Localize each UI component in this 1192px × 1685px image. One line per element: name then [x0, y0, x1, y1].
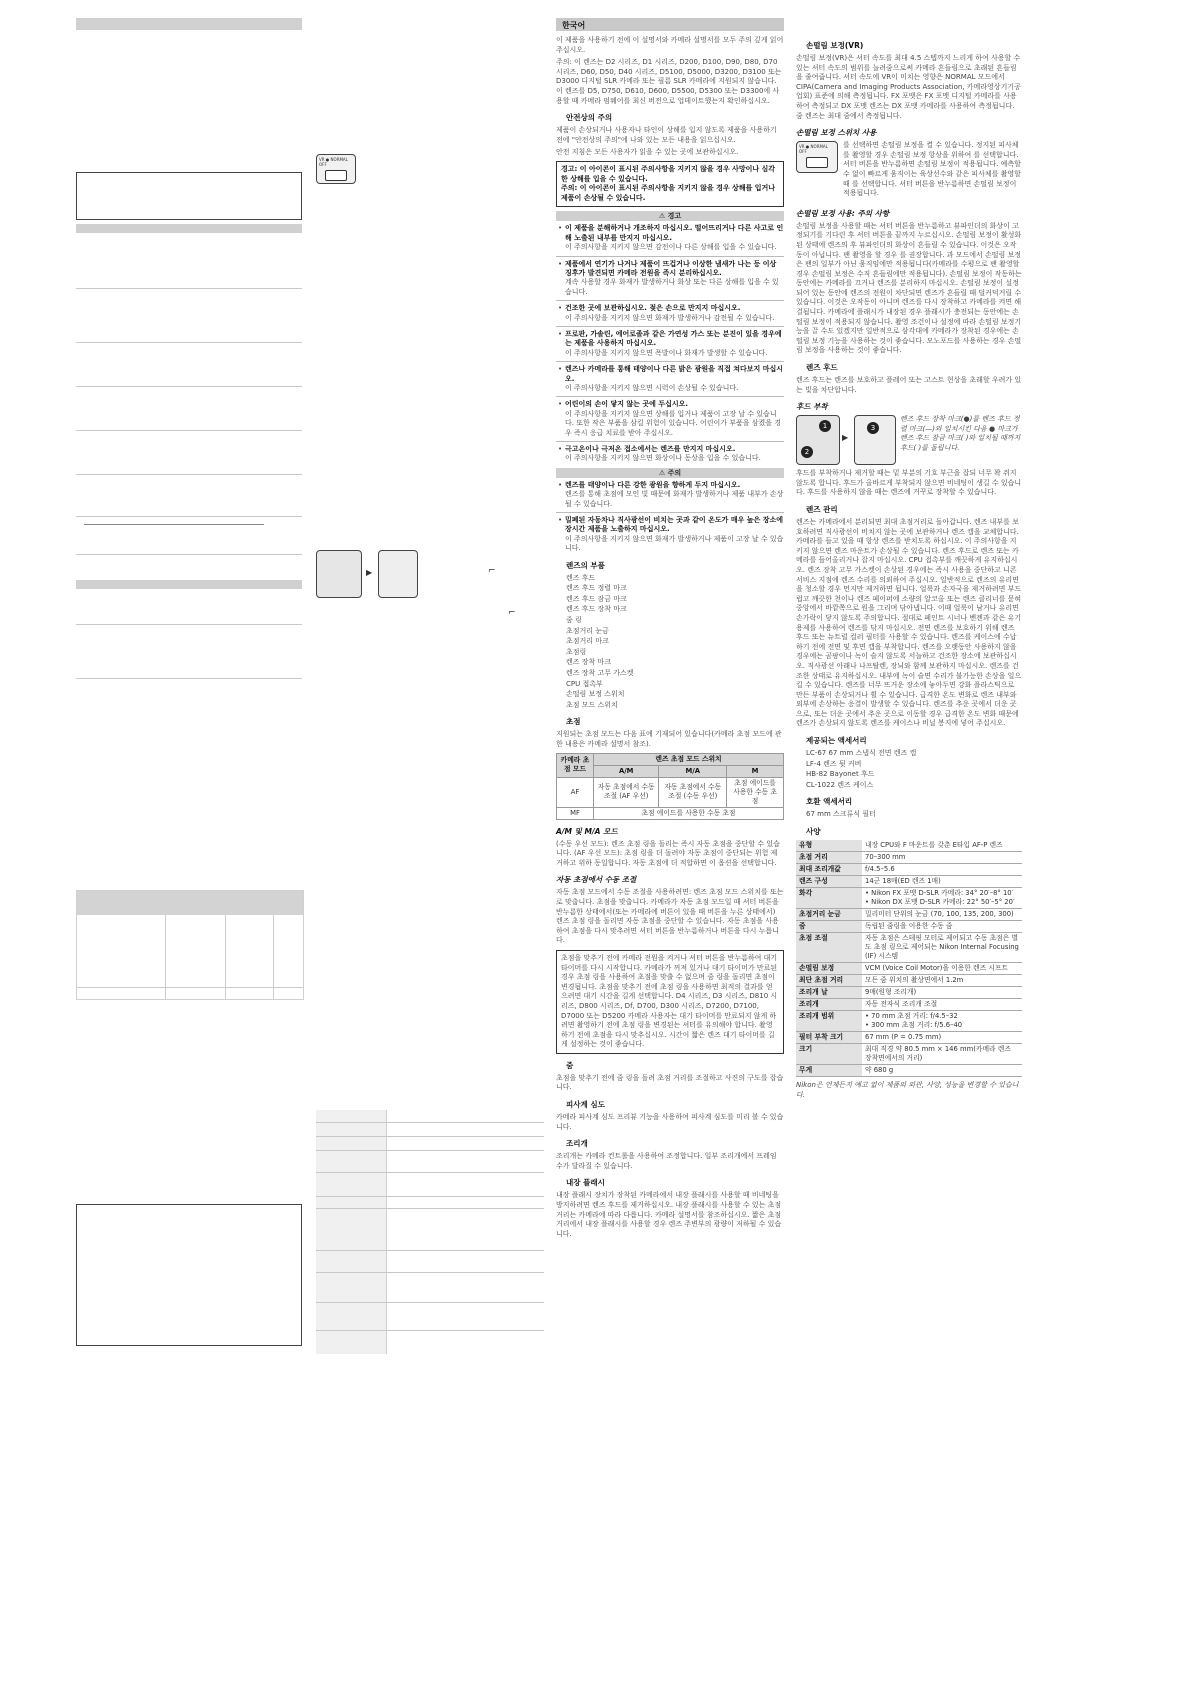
table-cell: 초점 에이드를 사용한 수동 초점	[593, 807, 783, 819]
spec-key: 초점 조절	[796, 933, 862, 963]
faded-spec-table	[316, 1110, 544, 1354]
manual-override-text: 자동 초점 모드에서 수동 조절을 사용하려면: 렌즈 초점 모드 스위치를 또는 로 맞춥니다. 초점을 맞춥니다. 카메라가 자동 초점 모드일 때 셔터 버튼을 반누름한 상태에서(또는 카메라에 버튼이 있을 때 버튼을 누른 상태에서) 렌즈 초점 링을 돌리면 자동 초점을 중단할 수 있습니다. 자동 초점을 사용하여 초점을 다시 맞추려면 셔터 버튼을 반누름하거나 버튼을 다시 누릅니다.	[556, 888, 784, 945]
hood-illustration-faded: ▶	[316, 550, 420, 598]
faded-caution-bar	[76, 580, 302, 589]
part-item: 렌즈 후드 장착 마크	[566, 605, 627, 614]
spec-key: 줌	[796, 921, 862, 933]
warning-bar: ⚠ 경고	[556, 211, 784, 221]
manual-override-heading: 자동 초점에서 수동 조절	[556, 875, 637, 885]
spec-value: 자동 초점은 스테핑 모터로 제어되고 수동 초점은 별도 초점 링으로 제어되는 Nikon Internal Focusing (IF) 시스템	[862, 933, 1022, 963]
am-ma-text: (수동 우선 모드): 렌즈 초점 링을 돌리는 즉시 자동 초점을 중단할 수 있습니다. (AF 우선 모드): 초점 링을 더 돌려야 자동 초점이 중단되는 위험 제거하고 위하 동일합니다. 자동 초점에 더 적합하면 이 옵션을 선택합니다.	[556, 839, 780, 867]
vr-switch-label: VR ● NORMAL OFF	[319, 157, 348, 167]
table-col-header: A/M	[593, 765, 658, 777]
vr-switch-icon	[796, 141, 838, 173]
flash-heading: 내장 플래시	[566, 1178, 605, 1188]
aperture-text: 조리개는 카메라 컨트롤을 사용하여 조정합니다. 일부 조리개에서 프레임 수가 달라질 수 있습니다.	[556, 1152, 777, 1170]
warning-item: • 건조한 곳에 보관하십시오. 젖은 손으로 만지지 마십시오. 이 주의사항을 지키지 않으면 화재가 발생하거나 감전될 수 있습니다.	[556, 304, 784, 323]
dof-text: 카메라 피사계 심도 프리뷰 기능을 사용하여 피사계 심도를 미리 볼 수 있습니다.	[556, 1113, 784, 1131]
hood-illustration	[796, 415, 896, 465]
spec-row	[796, 921, 1022, 933]
accessories-heading: 제공되는 액세서리	[806, 736, 867, 746]
arrow-right-icon: ▶	[842, 433, 849, 443]
hood-text-2: 후드를 부착하거나 제거할 때는 밑 부분의 기호 부근을 잡되 너무 꽉 쥐지 않도록 합니다. 후드가 올바르게 부착되지 않으면 비네팅이 생길 수 있습니다. 후드를 사용하지 않을 때는 렌즈에 거꾸로 장착할 수 있습니다.	[796, 469, 1022, 497]
faded-section-bar	[76, 18, 302, 30]
faded-left-column	[76, 18, 302, 1348]
faded-middle-column: VR ● NORMAL OFF ▶ ⌐ ⌐	[316, 150, 544, 1360]
spec-key: 조리개	[796, 999, 862, 1011]
accessory-item: LC-67 67 mm 스냅식 전면 렌즈 캡	[806, 749, 917, 758]
focus-text: 지원되는 초점 모드는 다음 표에 기재되어 있습니다(카메라 초점 모드에 관한 내용은 카메라 설명서 참조).	[556, 730, 782, 748]
faded-focus-table	[76, 890, 304, 1000]
vr-switch-text: 를 선택하면 손떨림 보정을 켤 수 있습니다. 정지된 피사체를 촬영할 경우 손떨림 보정 항상을 위하여 를 선택합니다. 셔터 버튼을 반누름하면 손떨림 보정이 적용됩니다. 예측할 수 없이 빠르게 움직이는 육상선수와 같은 피사체를 촬영할 때 를 선택합니다. 셔터 버튼을 반누름하면 손떨림 보정이 적용됩니다.	[843, 141, 1021, 198]
section-title: 한국어	[562, 21, 586, 30]
compatible-item: 67 mm 스크류식 필터	[806, 810, 876, 819]
spec-value: 14군 18매(ED 렌즈 1매)	[862, 876, 1022, 888]
spec-value: 9매(원형 조리개)	[862, 987, 1022, 999]
standby-note-box	[556, 950, 784, 1054]
spec-row	[796, 999, 1022, 1011]
spec-key: 초점 거리	[796, 852, 862, 864]
spec-row	[796, 876, 1022, 888]
hood-attach-block	[796, 415, 1022, 465]
spec-value: 자동 전자식 조리개 조절	[862, 999, 1022, 1011]
caution-item: • 렌즈를 태양이나 다른 강한 광원을 향하게 두지 마십시오. 렌즈를 통해 초점에 모인 빛 때문에 화재가 발생하거나 제품 내부가 손상될 수 있습니다.	[556, 481, 784, 509]
step-3-marker: 3	[867, 422, 879, 434]
spec-row	[796, 963, 1022, 975]
vr-switch-heading: 손떨림 보정 스위치 사용	[796, 128, 877, 138]
spec-heading: 사양	[806, 827, 821, 837]
parts-heading: 렌즈의 부품	[566, 560, 605, 570]
spec-value: 내장 CPU와 F 마운트를 갖춘 E타입 AF-P 렌즈	[862, 840, 1022, 852]
am-ma-heading: A/M 및 M/A 모드	[556, 826, 618, 836]
table-corner: 카메라 초점 모드	[557, 753, 594, 777]
spec-row	[796, 852, 1022, 864]
spec-key: 조리개 날	[796, 987, 862, 999]
table-cell: 자동 초점에서 수동 조절 (수동 우선)	[659, 777, 727, 807]
compatibility-note: 주의: 이 렌즈는 D2 시리즈, D1 시리즈, D200, D100, D90, D80, D70 시리즈, D60, D50, D40 시리즈, D5100, D5000, D3200, D3100 또는 D3000 디지털 SLR 카메라 또는 필름 SLR 카메라에 지원되지 않습니다. 이 렌즈를 D5, D750, D610, D600, D5500, D5300 또는 D3300에 사용할 때 카메라 펌웨어를 최신 버전으로 업데이트했는지 확인하십시오.	[556, 58, 782, 105]
table-group-header: 렌즈 초점 모드 스위치	[593, 753, 783, 765]
warning-legend: 경고: 이 아이콘이 표시된 주의사항을 지키지 않을 경우 사망이나 심각한 상해를 입을 수 있습니다.	[561, 164, 776, 183]
spec-value: • 70 mm 초점 거리: f/4.5–32 • 300 mm 초점 거리: f/5.6–40	[862, 1011, 1022, 1032]
safety-heading: 안전상의 주의	[566, 113, 613, 123]
table-col-header: M/A	[659, 765, 727, 777]
korean-column	[556, 18, 784, 1242]
part-item: 렌즈 장착 고무 가스켓	[566, 669, 634, 678]
spec-key: 무게	[796, 1065, 862, 1077]
vr-switch-illustration	[316, 154, 356, 184]
spec-row	[796, 975, 1022, 987]
spec-value: 독립된 줌링을 이용한 수동 줌	[862, 921, 1022, 933]
warning-item: • 극고온이나 극저온 접소에서는 렌즈를 만지지 마십시오. 이 주의사항을 지키지 않으면 화상이나 동상을 입을 수 있습니다.	[556, 445, 784, 464]
korean-right-column	[796, 40, 1022, 1103]
hood-heading: 렌즈 후드	[806, 363, 838, 373]
accessory-item: LF-4 렌즈 뒷 커버	[806, 759, 862, 768]
spec-table	[796, 840, 1022, 1077]
row-mode: MF	[557, 807, 594, 819]
spec-key: 초점거리 눈금	[796, 909, 862, 921]
zoom-text: 초점을 맞추기 전에 줌 링을 돌려 초점 거리를 조절하고 사진의 구도를 잡습니다.	[556, 1073, 784, 1092]
caution-legend: 주의: 이 아이콘이 표시된 주의사항을 지키지 않을 경우 상해를 입거나 제품이 손상될 수 있습니다.	[561, 184, 776, 202]
warning-item: • 이 제품을 분해하거나 개조하지 마십시오. 떨어뜨리거나 다른 사고로 인해 노출된 내부를 만지지 마십시오. 이 주의사항을 지키지 않으면 감전이나 다른 상해를 입을 수 있습니다.	[556, 224, 784, 252]
focus-mode-table	[556, 753, 784, 820]
part-item: 초점거리 눈금	[566, 626, 609, 635]
warning-item: • 어린이의 손이 닿지 않는 곳에 두십시오. 이 주의사항을 지키지 않으면 상해를 입거나 제품이 고장 날 수 있습니다. 또한 작은 부품을 삼킬 위험이 있습니다. 어린이가 부품을 삼켰을 경우 즉시 응급 치료를 받아 주십시오.	[556, 400, 784, 438]
focus-heading: 초점	[566, 717, 581, 727]
part-item: 초점 모드 스위치	[566, 700, 618, 709]
table-row	[557, 807, 784, 819]
step-1-marker: 1	[819, 420, 831, 432]
vr-switch-right-label: VR ● NORMAL OFF	[799, 144, 828, 155]
warning-item: • 제품에서 연기가 나거나 제품이 뜨겁거나 이상한 냄새가 나는 등 이상 징후가 발견되면 카메라 전원을 즉시 분리하십시오. 계속 사용할 경우 화재가 발생하거나 화상 또는 다른 상해를 입을 수 있습니다.	[556, 260, 784, 298]
spec-key: 최단 초점 거리	[796, 975, 862, 987]
spec-row	[796, 840, 1022, 852]
accessory-item: CL-1022 렌즈 케이스	[806, 780, 874, 789]
step-2-marker: 2	[801, 446, 813, 458]
part-item: CPU 접촉부	[566, 679, 603, 688]
spec-key: 화각	[796, 888, 862, 909]
caution-bar: ⚠ 주의	[556, 468, 784, 478]
warning-item: • 렌즈나 카메라를 통해 태양이나 다른 밝은 광원을 직접 쳐다보지 마십시오. 이 주의사항을 지키지 않으면 시력이 손상될 수 있습니다.	[556, 365, 784, 393]
spec-value: 최대 직경 약 80.5 mm × 146 mm(카메라 렌즈 장착면에서의 거리)	[862, 1044, 1022, 1065]
warning-legend-box	[556, 161, 784, 207]
part-item: 손떨림 보정 스위치	[566, 690, 625, 699]
spec-value: • Nikon FX 포맷 D-SLR 카메라: 34° 20′–8° 10′ • Nikon DX 포맷 D-SLR 카메라: 22° 50′–5° 20′	[862, 888, 1022, 909]
spec-row	[796, 1032, 1022, 1044]
spec-key: 렌즈 구성	[796, 876, 862, 888]
caution-list	[556, 481, 784, 554]
vr-notes-text: 손떨림 보정을 사용할 때는 셔터 버튼을 반누름하고 뷰파인더의 화상이 고정되기를 기다린 후 셔터 버튼을 끝까지 누르십시오. 손떨림 보정이 활성화된 상태에 렌즈의 후 뷰파인더의 화상이 흔들릴 수 있습니다. 이것은 오작동이 아닙니다. 팬 촬영을 할 경우 를 권장합니다. 과 모드에서 손떨림 보정은 팬의 일부가 아닌 움직임에만 적용됩니다(카메라를 수평으로 팬 촬영할 경우 손떨림 보정은 수직 흔들림에만 적용됩니다). 손떨림 보정이 작동하는 동안에는 카메라를 끄거나 렌즈를 분리하지 마십시오. 손떨림 보정이 설정되어 있는 동안에 렌즈의 전원이 차단되면 렌즈가 흔들릴 때 덜커덕거릴 수 있습니다. 이것은 오작동이 아니며 렌즈를 다시 장착하고 카메라를 켜면 해결됩니다. 카메라에 플래시가 내장된 경우 플래시가 충전되는 동안에는 손떨림 보정이 적용되지 않습니다. 촬영 조건이나 설정에 따라 손떨림 보정기능을 끌 수도 있겠지만 일반적으로 삼각대에 카메라가 장착된 경우에는 손떨림 보정 기능을 사용하는 것이 좋습니다. 모노포드를 사용하는 경우 손떨림 보정을 사용하는 것이 좋습니다.	[796, 221, 1022, 355]
spec-row	[796, 1044, 1022, 1065]
spec-key: 크기	[796, 1044, 862, 1065]
care-heading: 렌즈 관리	[806, 505, 838, 514]
spec-row	[796, 888, 1022, 909]
spec-value: 약 680 g	[862, 1065, 1022, 1077]
warning-item: • 프로판, 가솔린, 에어로졸과 같은 가연성 가스 또는 분진이 있을 경우에는 제품을 사용하지 마십시오. 이 주의사항을 지키지 않으면 폭발이나 화재가 발생할 수 있습니다.	[556, 330, 784, 358]
compatible-heading: 호환 액세서리	[806, 797, 853, 807]
section-bar	[556, 18, 784, 31]
spec-row	[796, 933, 1022, 963]
spec-key: 조리개 범위	[796, 1011, 862, 1032]
spec-row	[796, 1011, 1022, 1032]
spec-value: 밀리미터 단위의 눈금 (70, 100, 135, 200, 300)	[862, 909, 1022, 921]
spec-key: 필터 부착 크기	[796, 1032, 862, 1044]
accessory-item: HB-82 Bayonet 후드	[806, 770, 875, 779]
care-text: 렌즈는 카메라에서 분리되면 최대 초점거리로 돌아갑니다. 렌즈 내부를 보호하려면 직사광선이 비치지 않는 곳에 보관하거나 렌즈 캡을 교체합니다. 카메라를 들고 있을 때 항상 렌즈를 받치도록 하십시오. 이 주의사항을 지키지 않으면 렌즈 마운트가 손상될 수 있습니다. 렌즈 후드로 렌즈 또는 카메라를 들어올리거나 잡지 마십시오. CPU 접촉부를 깨끗하게 유지하십시오. 렌즈 장착 고무 가스켓이 손상된 경우에는 즉시 사용을 중단하고 니콘 서비스 지점에 렌즈 수리를 의뢰하여 주십시오. 일반적으로 렌즈의 유리면을 청소할 경우 먼지만 제거하면 됩니다. 얼룩과 손자국을 제거하려면 부드럽고 깨끗한 천이나 렌즈 페이퍼에 소량의 알코올 또는 렌즈 클리너를 묻혀 중앙에서 바깥쪽으로 원을 그리며 닦아냅니다. 이때 얼룩이 남거나 유리면 손가락이 닿지 않도록 주의합니다. 절대로 페인트 시너나 벤젠과 같은 유기용제를 사용하여 렌즈를 닦지 마십시오. 전면 렌즈를 보호하기 위해 렌즈 후드 또는 뉴트럴 컬러 필터를 사용할 수 있습니다. 렌즈를 케이스에 수납하기 전에 전면 및 후면 캡을 부착합니다. 렌즈를 오랫동안 사용하지 않을 경우에는 곰팡이나 녹이 슬지 않도록 서늘하고 건조한 장소에 보관하십시오. 직사광선 아래나 나프탈렌, 장뇌와 함께 보관하지 마십시오. 렌즈를 건조한 상태로 유지하십시오. 내부에 녹이 슬면 수리가 불가능한 손상을 일으킬 수 있습니다. 렌즈를 너무 뜨거운 장소에 놓아두면 강화 플라스틱으로 만든 부품이 손상되거나 휠 수 있습니다. 급격한 온도 변화로 렌즈 내부와 외부에 손상하는 응결이 발생할 수 있습니다. 렌즈를 추운 곳에서 더운 곳으로, 또는 더운 곳에서 추운 곳으로 이동할 경우 급격한 온도 변화 때문에 렌즈가 손상되지 않도록 렌즈를 케이스나 비닐 봉지에 넣어 주십시오.	[796, 518, 1022, 728]
part-item: 줌 링	[566, 616, 582, 625]
dof-heading: 피사계 심도	[566, 1100, 605, 1110]
vr-text: 손떨림 보정(VR)은 셔터 속도를 최대 4.5 스텝까지 느리게 하여 사용할 수 있는 셔터 속도의 범위를 늘려줌으로써 카메라 흔들림으로 초래된 흔들림을 줄여줍니다. 셔터 속도에 VR이 미치는 영향은 NORMAL 모드에서 CIPA(Camera and Imaging Products Association, 카메라영상기기공업회) 표준에 의해 측정됩니다. FX 포맷은 FX 포맷 디지털 카메라를 사용하여 측정되고 DX 포맷 렌즈는 DX 포맷 카메라를 사용하여 측정됩니다. 줌 렌즈는 최대 줌에서 측정됩니다.	[796, 54, 1021, 120]
part-item: 렌즈 후드 정렬 마크	[566, 584, 627, 593]
part-item: 렌즈 장착 마크	[566, 658, 612, 667]
spec-row	[796, 1065, 1022, 1077]
faded-note-box-2	[76, 1204, 302, 1346]
flash-text: 내장 플래시 장치가 장착된 카메라에서 내장 플래시를 사용할 때 비네팅을 방지하려면 렌즈 후드를 제거하십시오. 내장 플래시를 사용할 수 있는 초점 거리는 카메라에 따라 다릅니다. 카메라 설명서를 참조하십시오. 짧은 초점 거리에서 내장 플래시를 사용할 경우 렌즈 주변부의 광량이 저하될 수 있습니다.	[556, 1191, 782, 1238]
hood-text: 렌즈 후드는 렌즈를 보호하고 플레어 또는 고스트 현상을 초래할 우려가 있는 빛을 차단합니다.	[796, 376, 1022, 394]
spec-key: 손떨림 보정	[796, 963, 862, 975]
spec-value: VCM (Voice Coil Motor)을 이용한 렌즈 시프트	[862, 963, 1022, 975]
table-cell: 초점 에이드를 사용한 수동 초점	[727, 777, 784, 807]
parts-list	[556, 574, 784, 711]
part-item: 초점링	[566, 647, 587, 656]
vr-heading: 손떨림 보정(VR)	[806, 41, 864, 50]
faded-warning-bar	[76, 224, 302, 233]
aperture-heading: 조리개	[566, 1139, 588, 1149]
spec-row	[796, 987, 1022, 999]
vr-switch-block	[796, 141, 1022, 202]
safety-text-2: 안전 지침은 모든 사용자가 읽을 수 있는 곳에 보관하십시오.	[556, 148, 739, 157]
table-col-header: M	[727, 765, 784, 777]
accessories-list	[796, 749, 1022, 790]
standby-note: 초점을 맞추기 전에 카메라 전원을 켜거나 셔터 버튼을 반누름하여 대기 타이머를 다시 시작합니다. 카메라가 꺼져 있거나 대기 타이머가 만료된 경우 초점 링을 사용하여 초점을 맞출 수 없으며 줌 링을 돌리면 초점이 변경됩니다. 초점을 맞추기 전에 초점 링을 사용하면 최적의 결과를 얻으려면 대기 시간을 길게 선택합니다. D4 시리즈, D3 시리즈, D810 시리즈, D800 시리즈, Df, D700, D300 시리즈, D7200, D7100, D7000 또는 D5200 카메라 사용자는 대기 타이머를 만료되지 않게 하려면 촬영하기 전에 초점 링을 변경된는 셔터를 유의해야 합니다. 촬영하기 전에 초점을 다시 맞추십시오. 시간이 짧은 렌즈 대기 타이머를 길게 설정하는 것이 좋습니다.	[561, 953, 778, 1049]
footer-note: Nikon은 언제든지 예고 없이 제품의 외관, 사양, 성능을 변경할 수 있습니다.	[796, 1081, 1019, 1099]
spec-row	[796, 909, 1022, 921]
intro-text: 이 제품을 사용하기 전에 이 설명서와 카메라 설명서를 모두 주의 깊게 읽어주십시오.	[556, 36, 784, 54]
spec-key: 유형	[796, 840, 862, 852]
warning-list	[556, 224, 784, 464]
part-item: 렌즈 후드	[566, 573, 596, 582]
caution-item: • 밀폐된 자동차나 직사광선이 비치는 곳과 같이 온도가 매우 높은 장소에 장시간 제품을 노출하지 마십시오. 이 주의사항을 지키지 않으면 화재가 발생하거나 제품이 고장 날 수 있습니다.	[556, 516, 784, 554]
hood-attach-heading: 후드 부착	[796, 402, 828, 412]
spec-value: 70–300 mm	[862, 852, 1022, 864]
part-item: 초점거리 마크	[566, 637, 609, 646]
faded-note-box	[76, 172, 302, 220]
row-mode: AF	[557, 777, 594, 807]
spec-value: 모든 줌 위치의 촬상면에서 1.2m	[862, 975, 1022, 987]
spec-key: 최대 조리개값	[796, 864, 862, 876]
part-item: 렌즈 후드 잠금 마크	[566, 594, 627, 603]
table-cell: 자동 초점에서 수동 조절 (AF 우선)	[593, 777, 658, 807]
spec-value: 67 mm (P = 0.75 mm)	[862, 1032, 1022, 1044]
spec-value: f/4.5–5.6	[862, 864, 1022, 876]
safety-text: 제품이 손상되거나 사용자나 타인이 상해를 입지 않도록 제품을 사용하기 전에 "안전상의 주의"에 나와 있는 모든 내용을 읽으십시오.	[556, 126, 777, 144]
zoom-heading: 줌	[566, 1060, 574, 1070]
hood-caption: 렌즈 후드 장착 마크(●)를 렌즈 후드 정렬 마크(—)와 일치시킨 다음 ● 마크가 렌즈 후드 잠금 마크( )와 일치될 때까지 후드( )를 돌립니다.	[900, 415, 1021, 452]
spec-row	[796, 864, 1022, 876]
vr-notes-heading: 손떨림 보정 사용: 주의 사항	[796, 208, 890, 218]
table-row	[557, 777, 784, 807]
